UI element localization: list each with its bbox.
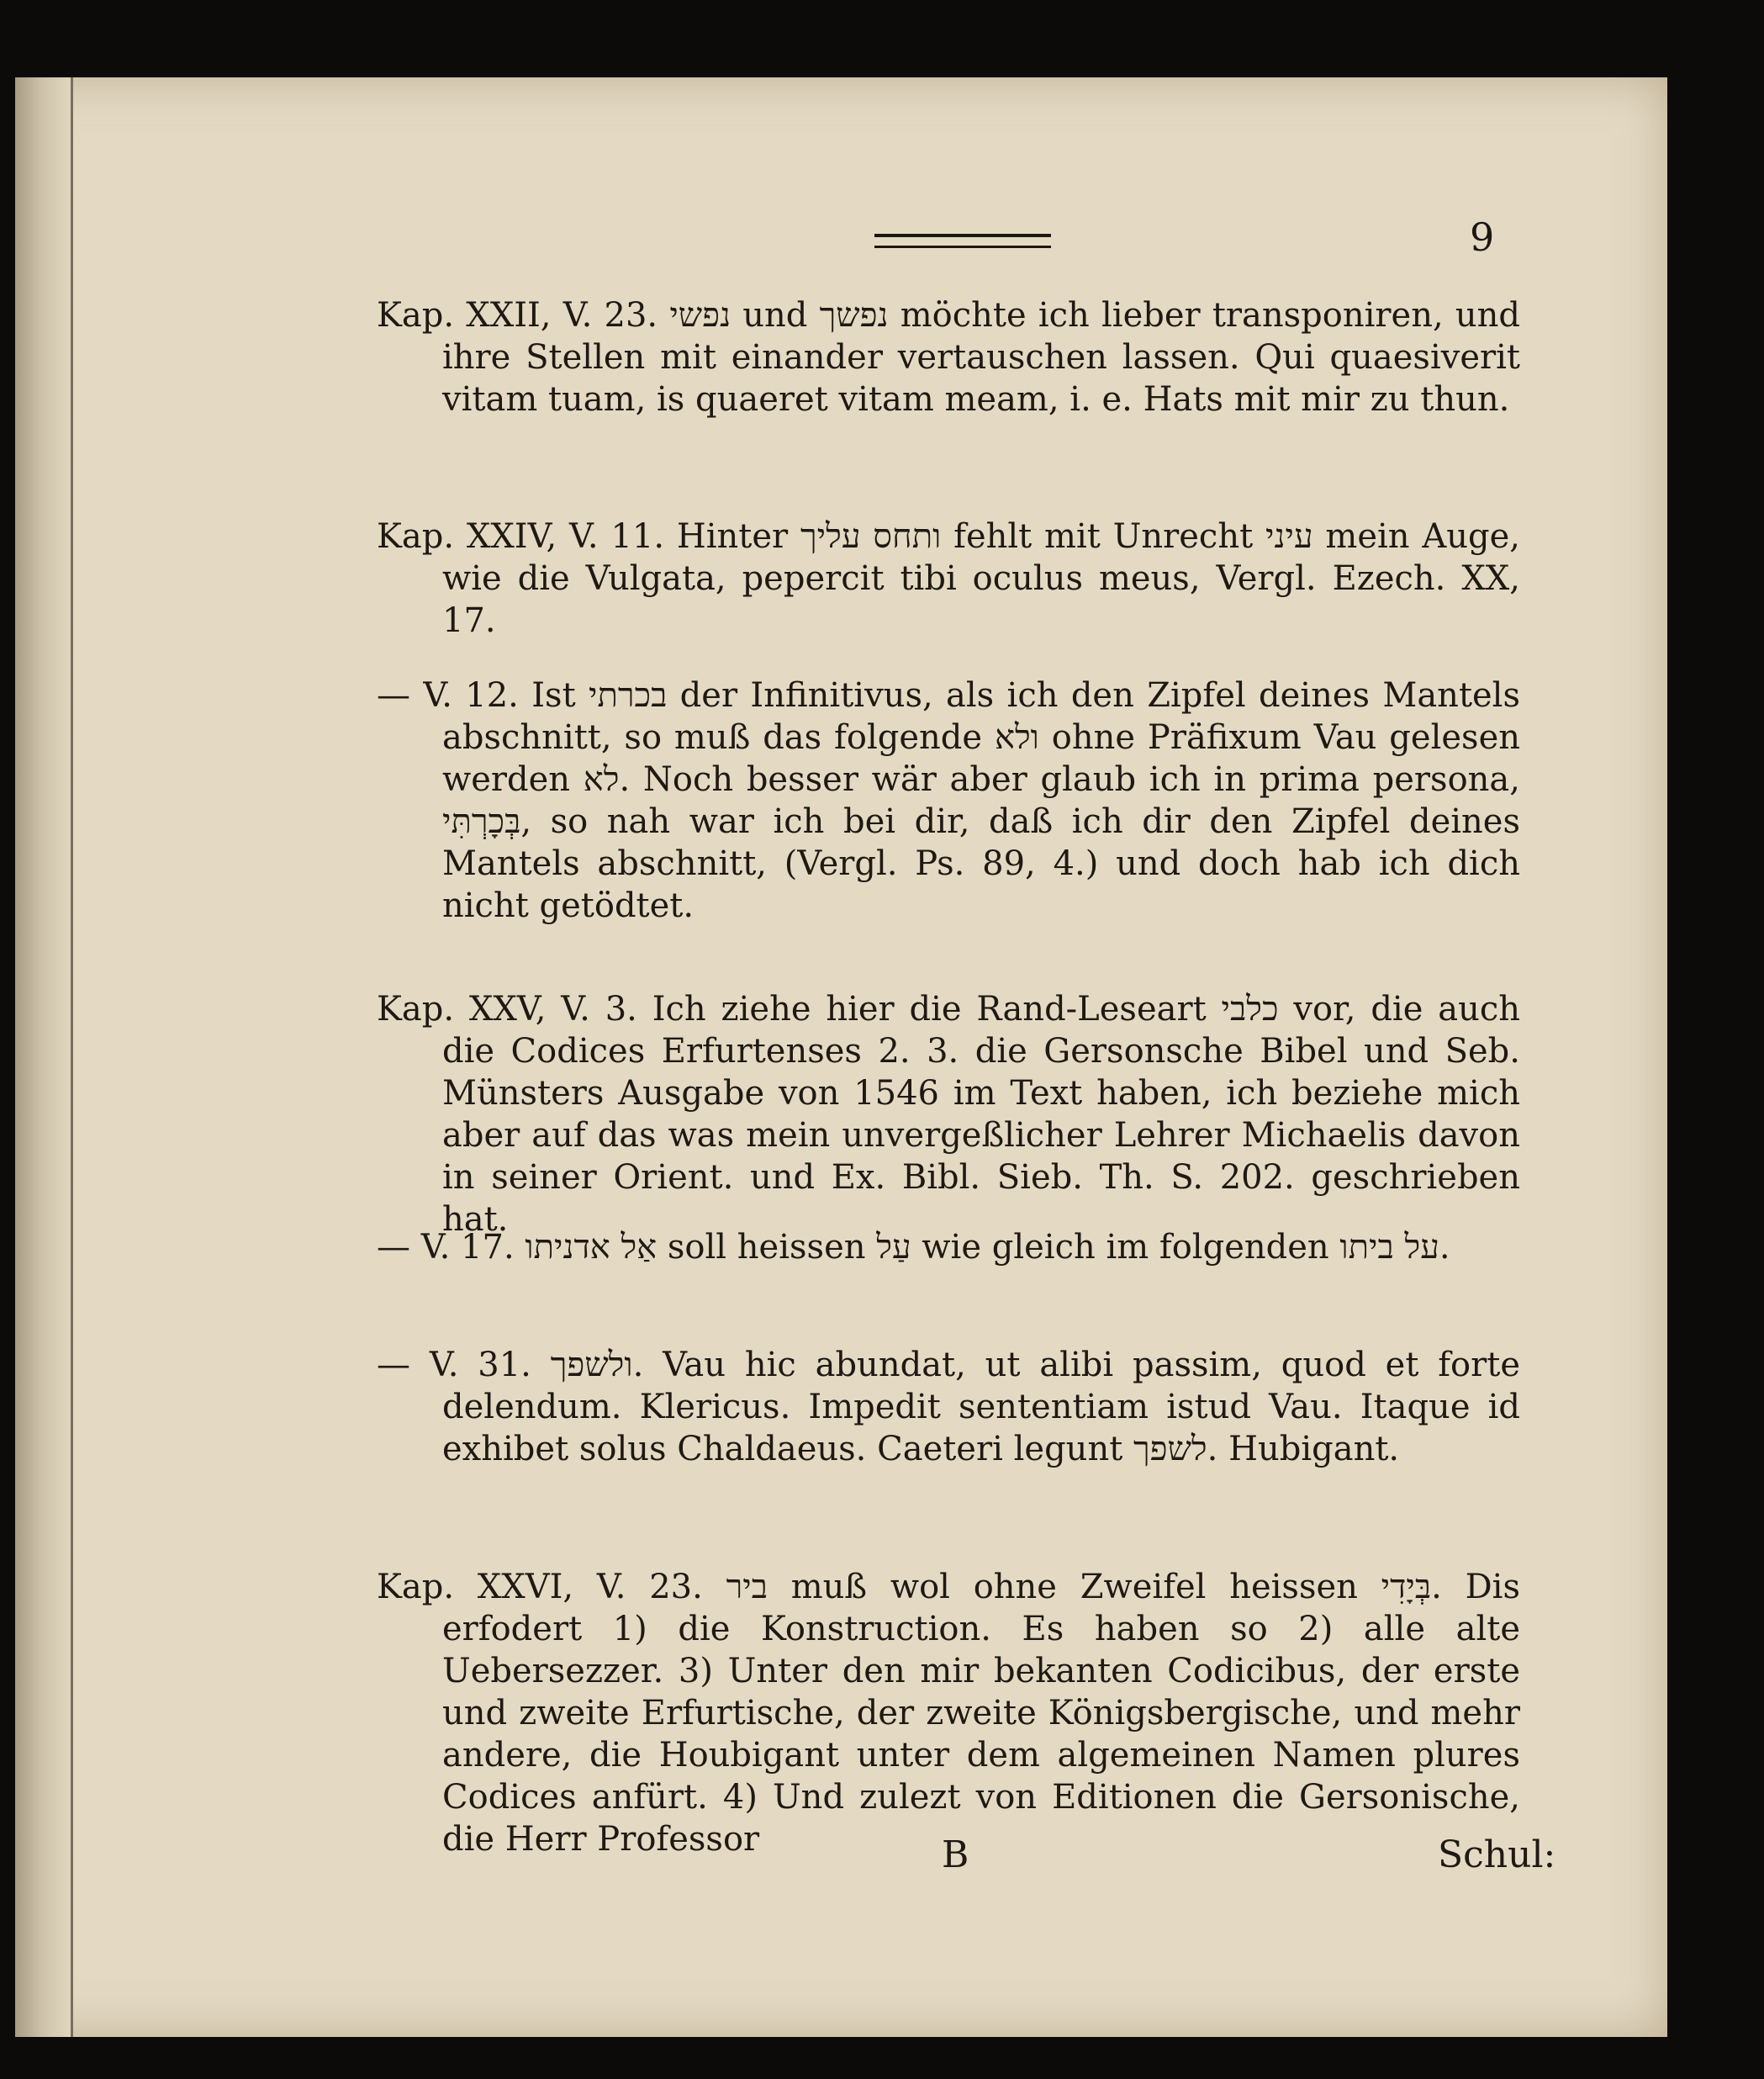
paragraph-text: Kap. XXV, V. 3. Ich ziehe hier die Rand-Leseart כלבי vor, die auch die Codices Erfurtenses 2. 3. die Gersonsche Bibel und Seb. Münsters Ausgabe von 1546 im Text haben, ich beziehe mich aber auf das was mein unvergeßlicher Lehrer Michaelis davon in seiner Orient. und Ex. Bibl. Sieb. Th. S. 202. geschrieben hat. xyxy=(377,990,1521,1239)
catchword: Schul: xyxy=(1438,1833,1556,1876)
page-gutter xyxy=(15,77,71,2037)
page-number: 9 xyxy=(1470,214,1495,260)
paragraph-text: — V. 17. אַל אדניתו soll heissen עַל wie gleich im folgenden על ביתו. xyxy=(377,1228,1450,1267)
paragraph-kap-xxv-v17 xyxy=(377,1226,1520,1268)
paragraph-kap-xxii xyxy=(377,294,1520,421)
header-rule xyxy=(874,234,1051,248)
paragraph-kap-xxvi-v23 xyxy=(377,1566,1520,1860)
paragraph-text: Kap. XXVI, V. 23. ביר muß wol ohne Zweifel heissen בְּיָדִי. Dis erfodert 1) die Konstruction. Es haben so 2) alle alte Uebersezzer. 3) Unter den mir bekanten Codicibus, der erste und zweite Erfurtische, der zweite Königsbergische, und mehr andere, die Houbigant unter dem algemeinen Namen plures Codices anfürt. 4) Und zulezt von Editionen die Gersonische, die Herr Professor xyxy=(377,1568,1520,1859)
paragraph-kap-xxiv-v12 xyxy=(377,674,1520,927)
paragraph-kap-xxv-v3 xyxy=(377,988,1520,1241)
binding-edge xyxy=(71,77,73,2037)
paragraph-text: — V. 12. Ist בכרתי der Infinitivus, als ich den Zipfel deines Mantels abschnitt, so muß das folgende ולא ohne Präfixum Vau gelesen werden לא. Noch besser wär aber glaub ich in prima persona, בְּכָרְתִּי, so nah war ich bei dir, daß ich dir den Zipfel deines Mantels abschnitt, (Vergl. Ps. 89, 4.) und doch hab ich dich nicht getödtet. xyxy=(377,676,1521,925)
paragraph-text: Kap. XXIV, V. 11. Hinter ותחס עליך fehlt mit Unrecht עיני mein Auge, wie die Vulgata, pepercit tibi oculus meus, Vergl. Ezech. XX, 17. xyxy=(377,517,1521,640)
signature-mark: B xyxy=(942,1833,969,1876)
paragraph-text: — V. 31. ולשפך. Vau hic abundat, ut alibi passim, quod et forte delendum. Klericus. Impedit sententiam istud Vau. Itaque id exhibet solus Chaldaeus. Caeteri legunt לשפך. Hubigant. xyxy=(377,1346,1520,1468)
paragraph-kap-xxiv-v11 xyxy=(377,516,1520,642)
paragraph-text: Kap. XXII, V. 23. נפשי und נפשך möchte ich lieber transponiren, und ihre Stellen mit einander vertauschen lassen. Qui quaesiverit vitam tuam, is quaeret vitam meam, i. e. Hats mit mir zu thun. xyxy=(377,296,1521,419)
paragraph-kap-xxv-v31 xyxy=(377,1344,1520,1470)
